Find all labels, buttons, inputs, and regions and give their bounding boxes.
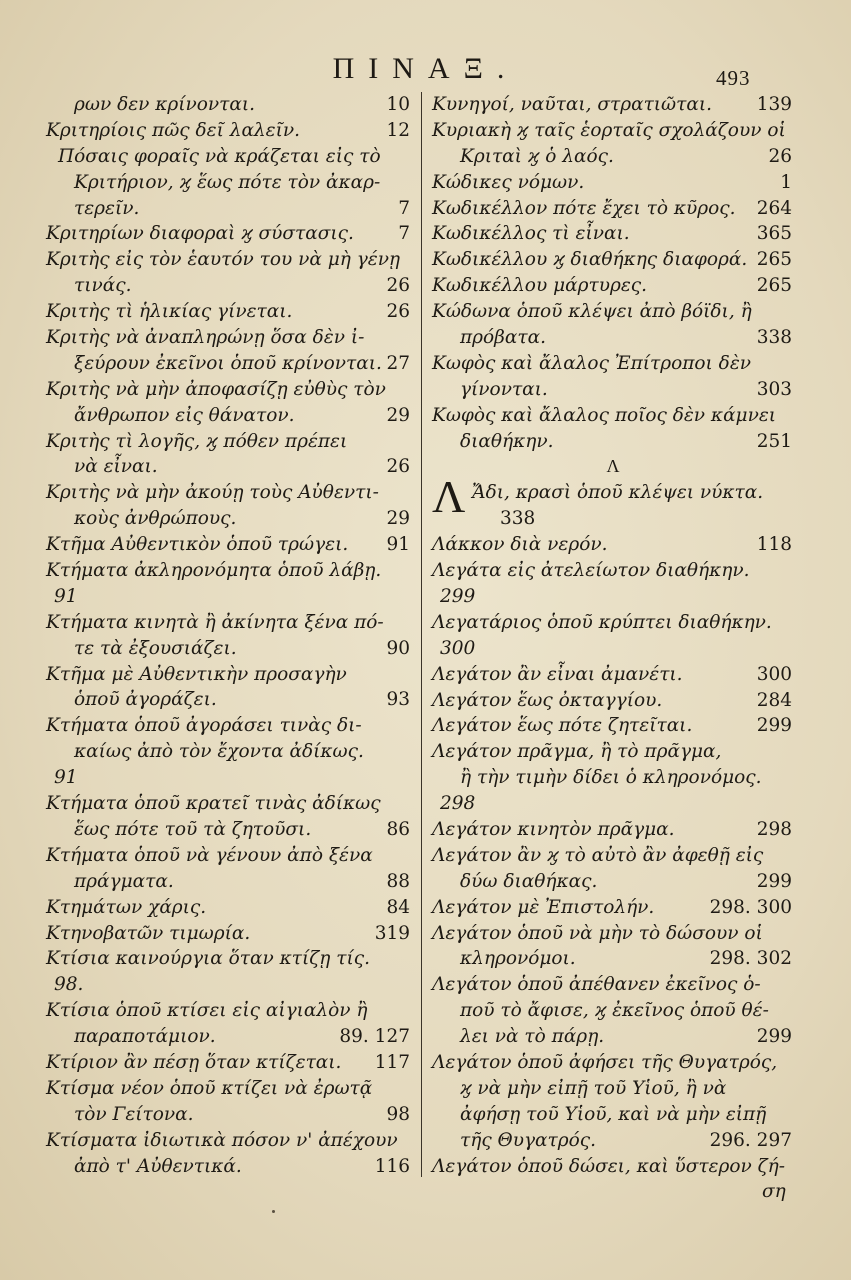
index-entry-line — [432, 636, 794, 662]
entry-page-ref: 27 — [386, 352, 410, 374]
entry-page-ref: 264 — [756, 197, 792, 219]
index-entry-line — [432, 610, 794, 636]
entry-page-ref: 88 — [386, 870, 410, 892]
index-entry-line — [432, 1154, 794, 1180]
index-entry-line — [46, 843, 412, 869]
entry-page-ref: 1 — [780, 171, 792, 193]
index-entry-line — [46, 998, 412, 1024]
entry-text: Κτῆμα μὲ Αὐθεντικὴν προσαγὴν — [46, 663, 347, 685]
entry-text: γίνονται. — [460, 378, 548, 400]
index-entry-line — [432, 429, 794, 455]
index-entry-line — [432, 662, 794, 688]
entry-page-ref: 91 — [386, 534, 410, 556]
index-entry-line — [46, 713, 412, 739]
index-entry-line — [46, 584, 412, 610]
index-column-left — [46, 92, 412, 1179]
index-entry-line — [432, 351, 794, 377]
entry-page-ref: 26 — [386, 301, 410, 323]
entry-page-ref: 298. 302 — [709, 948, 792, 970]
entry-text: Κυριακὴ ϗ ταῖς ἑορταῖς σχολάζουν οἱ — [432, 119, 786, 141]
entry-text: Κωδικέλλου μάρτυρες. — [432, 275, 647, 297]
index-entry-line — [432, 118, 794, 144]
index-entry-line — [46, 921, 412, 947]
entry-page-ref: 338 — [500, 508, 536, 530]
entry-text: ποῦ τὸ ἄφισε, ϗ ἐκεῖνος ὁποῦ θέ- — [460, 1000, 769, 1022]
entry-page-ref: 10 — [386, 94, 410, 115]
drop-cap-initial: Λ — [432, 471, 466, 523]
entry-page-ref: 298. 300 — [709, 896, 792, 918]
index-entry-line — [46, 92, 412, 118]
index-entry-line — [432, 144, 794, 170]
index-entry-line — [46, 221, 412, 247]
index-entry-line — [432, 869, 794, 895]
entry-text: δύω διαθήκας. — [460, 870, 598, 892]
entry-page-ref: 117 — [374, 1051, 410, 1073]
entry-text: Λεγάτα εἰς ἀτελείωτον διαθήκην. — [432, 560, 750, 582]
entry-text: ϗ νὰ μὴν εἰπῇ τοῦ Υἱοῦ, ἢ νὰ — [460, 1077, 727, 1099]
ink-spot — [272, 1210, 275, 1213]
index-entry-line — [432, 817, 794, 843]
entry-text: Λεγάτον μὲ Ἐπιστολήν. — [432, 896, 655, 918]
index-entry-line — [46, 403, 412, 429]
entry-page-ref: 251 — [756, 430, 792, 452]
entry-text: ἢ τὴν τιμὴν δίδει ὁ κληρονόμος. — [460, 767, 762, 789]
index-entry-line — [46, 1128, 412, 1154]
page-title: ΠΙΝΑΞ. — [332, 52, 519, 85]
entry-text: 300 — [440, 637, 476, 659]
entry-page-ref: 12 — [386, 119, 410, 141]
entry-text: Κριτήριον, ϗ ἕως πότε τὸν ἀκαρ- — [74, 171, 381, 193]
entry-text: Κτίριον ἂν πέσῃ ὅταν κτίζεται. — [46, 1051, 342, 1073]
entry-text: ἀφήσῃ τοῦ Υἱοῦ, καὶ νὰ μὴν εἰπῇ — [460, 1103, 767, 1125]
index-entry-line — [46, 817, 412, 843]
index-entry-line — [432, 843, 794, 869]
entry-text: πράγματα. — [74, 870, 174, 892]
entry-text: Κώδικες νόμων. — [432, 171, 585, 193]
entry-text: ἕως πότε τοῦ τὰ ζητοῦσι. — [74, 818, 312, 840]
entry-page-ref: 29 — [386, 508, 410, 530]
entry-text: Ἄδι, κρασὶ ὁποῦ κλέψει νύκτα. — [472, 482, 764, 504]
section-letter-heading: Λ — [606, 456, 620, 477]
index-entry-line — [46, 869, 412, 895]
entry-page-ref: 284 — [756, 689, 792, 711]
index-entry-line — [46, 273, 412, 299]
entry-page-ref: 116 — [374, 1155, 410, 1177]
entry-text: Πόσαις φοραῖς νὰ κράζεται εἰς τὸ — [58, 145, 381, 167]
index-entry-line — [46, 687, 412, 713]
index-entry-line — [432, 765, 794, 791]
index-entry-line — [46, 480, 412, 506]
index-entry-line — [46, 118, 412, 144]
index-entry-line — [46, 532, 412, 558]
entry-text: παραποτάμιον. — [74, 1026, 216, 1048]
index-entry-line — [46, 972, 412, 998]
entry-text: Λάκκον διὰ νερόν. — [432, 534, 608, 556]
index-entry-line — [432, 325, 794, 351]
entry-text: κληρονόμοι. — [460, 948, 576, 970]
entry-page-ref: 98 — [386, 1103, 410, 1125]
entry-page-ref: 265 — [756, 249, 792, 271]
entry-text: Λεγάτον ὁποῦ ἀφήσει τῆς Θυγατρός, — [432, 1051, 778, 1073]
entry-page-ref: 296. 297 — [709, 1129, 792, 1151]
index-entry-line — [432, 196, 794, 222]
entry-text: κοὺς ἀνθρώπους. — [74, 508, 237, 530]
index-entry-line — [46, 662, 412, 688]
index-entry-line — [432, 584, 794, 610]
index-entry-line — [432, 946, 794, 972]
entry-page-ref: 86 — [386, 818, 410, 840]
entry-page-ref: 90 — [386, 637, 410, 659]
entry-text: Κτήματα ὁποῦ κρατεῖ τινὰς ἀδίκως — [46, 793, 381, 815]
entry-page-ref: 365 — [756, 223, 792, 245]
entry-text: Λεγάτον ὁποῦ νὰ μὴν τὸ δώσουν οἱ — [432, 922, 763, 944]
index-entry-line — [432, 791, 794, 817]
index-entry-line — [46, 454, 412, 480]
entry-text: ση — [762, 1181, 786, 1203]
index-entry-line — [46, 299, 412, 325]
entry-text: 91 — [54, 585, 78, 607]
index-entry-line — [46, 351, 412, 377]
entry-text: Κριτὴς νὰ ἀναπληρώνῃ ὅσα δὲν ἰ- — [46, 327, 365, 349]
entry-text: Λεγατάριος ὁποῦ κρύπτει διαθήκην. — [432, 611, 772, 633]
entry-page-ref: 26 — [386, 275, 410, 297]
index-entry-line — [432, 1128, 794, 1154]
entry-page-ref: 299 — [756, 715, 792, 737]
index-entry-line — [46, 196, 412, 222]
entry-text: Λεγάτον ὁποῦ δώσει, καὶ ὕστερον ζή- — [432, 1155, 785, 1177]
entry-text: ὁποῦ ἀγοράζει. — [74, 689, 217, 711]
entry-page-ref: 319 — [374, 922, 410, 944]
index-entry-line — [432, 403, 794, 429]
entry-text: τε τὰ ἐξουσιάζει. — [74, 637, 237, 659]
index-entry-line — [432, 998, 794, 1024]
index-entry-line — [46, 506, 412, 532]
entry-text: Κριτὴς τὶ λογῆς, ϗ πόθεν πρέπει — [46, 430, 348, 452]
entry-page-ref: 338 — [756, 327, 792, 349]
index-entry-line — [46, 765, 412, 791]
index-entry-line — [432, 1076, 794, 1102]
entry-text: Λεγάτον ἕως πότε ζητεῖται. — [432, 715, 693, 737]
entry-text: Κώδωνα ὁποῦ κλέψει ἀπὸ βόϊδι, ἢ — [432, 301, 752, 323]
entry-page-ref: 26 — [386, 456, 410, 478]
entry-text: Κτήματα ὁποῦ νὰ γένουν ἀπὸ ξένα — [46, 844, 373, 866]
entry-text: ξεύρουν ἐκεῖνοι ὁποῦ κρίνονται. — [74, 352, 382, 374]
entry-page-ref: 265 — [756, 275, 792, 297]
entry-text: Κριτὴς τὶ ἡλικίας γίνεται. — [46, 301, 293, 323]
entry-page-ref: 139 — [756, 94, 792, 115]
entry-page-ref: 93 — [386, 689, 410, 711]
entry-text: πρόβατα. — [460, 327, 546, 349]
entry-text: Κτήματα κινητὰ ἢ ἀκίνητα ξένα πό- — [46, 611, 384, 633]
entry-text: Λεγάτον πρᾶγμα, ἢ τὸ πρᾶγμα, — [432, 741, 722, 763]
index-entry-line — [46, 429, 412, 455]
entry-text: λει νὰ τὸ πάρῃ. — [460, 1026, 605, 1048]
entry-text: Κτήματα ὁποῦ ἀγοράσει τινὰς δι- — [46, 715, 362, 737]
entry-page-ref: 89. 127 — [339, 1026, 410, 1048]
entry-text: Κωδικέλλος τὶ εἶναι. — [432, 223, 630, 245]
entry-page-ref: 7 — [398, 197, 410, 219]
index-entry-line — [432, 895, 794, 921]
entry-text: 91 — [54, 767, 78, 789]
entry-text: Κριτὴς εἰς τὸν ἑαυτόν του νὰ μὴ γένῃ — [46, 249, 401, 271]
entry-text: Κτῆμα Αὐθεντικὸν ὁποῦ τρώγει. — [46, 534, 349, 556]
index-entry-line — [432, 273, 794, 299]
entry-text: ρων δεν κρίνονται. — [74, 94, 256, 115]
page-number: 493 — [716, 66, 751, 90]
entry-text: Κυνηγοί, ναῦται, στρατιῶται. — [432, 94, 713, 115]
entry-text: Κτίσια ὁποῦ κτίσει εἰς αἰγιαλὸν ἢ — [46, 1000, 368, 1022]
entry-page-ref: 298 — [756, 818, 792, 840]
index-entry-line — [432, 532, 794, 558]
index-entry-line — [432, 377, 794, 403]
entry-text: Κριτηρίοις πῶς δεῖ λαλεῖν. — [46, 119, 300, 141]
index-entry-line — [432, 1024, 794, 1050]
entry-text: 98. — [54, 974, 84, 996]
entry-text: καίως ἀπὸ τὸν ἔχοντα ἀδίκως. — [74, 741, 364, 763]
index-entry-line — [46, 170, 412, 196]
index-entry-line — [432, 739, 794, 765]
column-divider — [421, 92, 422, 1177]
entry-page-ref: 300 — [756, 663, 792, 685]
entry-text: Κριτηρίων διαφοραὶ ϗ σύστασις. — [46, 223, 354, 245]
index-entry-line — [46, 1024, 412, 1050]
index-entry-line — [432, 558, 794, 584]
index-entry-line — [46, 1076, 412, 1102]
index-entry-line — [46, 636, 412, 662]
index-entry-line — [46, 610, 412, 636]
entry-page-ref: 303 — [756, 378, 792, 400]
entry-text: Κτήματα ἀκληρονόμητα ὁποῦ λάβῃ. — [46, 560, 382, 582]
entry-page-ref: 26 — [768, 145, 792, 167]
entry-text: ἀπὸ τ' Αὐθεντικά. — [74, 1155, 242, 1177]
entry-text: Κτίσματα ἰδιωτικὰ πόσον ν' ἀπέχουν — [46, 1129, 398, 1151]
entry-text: τινάς. — [74, 275, 132, 297]
entry-text: 298 — [440, 793, 476, 815]
index-entry-line — [432, 1050, 794, 1076]
index-entry-line — [46, 895, 412, 921]
index-column-right — [432, 92, 794, 1205]
index-entry-line — [432, 221, 794, 247]
entry-text: ἄνθρωπον εἰς θάνατον. — [74, 404, 295, 426]
entry-page-ref: 118 — [756, 534, 792, 556]
entry-text: τερεῖν. — [74, 197, 140, 219]
entry-text: Λεγάτον ἂν ϗ τὸ αὐτὸ ἂν ἀφεθῇ εἰς — [432, 844, 764, 866]
index-entry-line — [432, 92, 794, 118]
index-entry-line — [432, 1102, 794, 1128]
index-entry-line — [46, 1050, 412, 1076]
entry-text: Λεγάτον κινητὸν πρᾶγμα. — [432, 818, 675, 840]
entry-text: 299 — [440, 585, 476, 607]
entry-text: Κτίσια καινούργια ὅταν κτίζῃ τίς. — [46, 948, 370, 970]
index-entry-initial — [432, 471, 794, 532]
entry-page-ref: 84 — [386, 896, 410, 918]
index-entry-line — [46, 1154, 412, 1180]
index-entry-line — [46, 558, 412, 584]
index-entry-line — [46, 946, 412, 972]
entry-text: Κριτὴς νὰ μὴν ἀποφασίζῃ εὐθὺς τὸν — [46, 378, 386, 400]
entry-text: Κωδικέλλου ϗ διαθήκης διαφορά. — [432, 249, 748, 271]
index-entry-line — [432, 921, 794, 947]
index-entry-line — [46, 247, 412, 273]
entry-text: Κτημάτων χάρις. — [46, 896, 207, 918]
entry-page-ref: 299 — [756, 870, 792, 892]
index-entry-line — [432, 247, 794, 273]
index-entry-line — [432, 299, 794, 325]
index-entry-line — [432, 972, 794, 998]
entry-text: Κριταὶ ϗ ὁ λαός. — [460, 145, 614, 167]
entry-text: Κτίσμα νέον ὁποῦ κτίζει νὰ ἐρωτᾷ — [46, 1077, 373, 1099]
index-entry-line — [432, 1179, 794, 1205]
entry-page-ref: 299 — [756, 1026, 792, 1048]
entry-text: Κωφὸς καὶ ἄλαλος ποῖος δὲν κάμνει — [432, 404, 777, 426]
index-entry-line — [46, 325, 412, 351]
entry-text: νὰ εἶναι. — [74, 456, 158, 478]
entry-page-ref: 7 — [398, 223, 410, 245]
entry-text: Κριτὴς νὰ μὴν ἀκούῃ τοὺς Αὐθεντι- — [46, 482, 379, 504]
entry-text: Κτηνοβατῶν τιμωρία. — [46, 922, 251, 944]
index-group-kappa-end — [432, 92, 794, 454]
entry-text: Λεγάτον ἕως ὀκταγγίου. — [432, 689, 663, 711]
entry-text: τῆς Θυγατρός. — [460, 1129, 597, 1151]
entry-text: διαθήκην. — [460, 430, 554, 452]
index-entry-line — [46, 377, 412, 403]
index-entry-line — [432, 688, 794, 714]
entry-page-ref: 29 — [386, 404, 410, 426]
entry-text: Λεγάτον ὁποῦ ἀπέθανεν ἐκεῖνος ὁ- — [432, 974, 761, 996]
index-entry-line — [432, 170, 794, 196]
index-entry-line — [46, 791, 412, 817]
entry-text: Λεγάτον ἂν εἶναι ἀμανέτι. — [432, 663, 683, 685]
entry-text: τὸν Γείτονα. — [74, 1103, 194, 1125]
index-entry-line — [46, 739, 412, 765]
entry-text: Κωφὸς καὶ ἄλαλος Ἐπίτροποι δὲν — [432, 352, 751, 374]
index-entry-line — [432, 713, 794, 739]
index-entry-line — [46, 1102, 412, 1128]
entry-text: Κωδικέλλον πότε ἔχει τὸ κῦρος. — [432, 197, 736, 219]
index-group-lambda — [432, 532, 794, 1205]
index-entry-line — [46, 144, 412, 170]
